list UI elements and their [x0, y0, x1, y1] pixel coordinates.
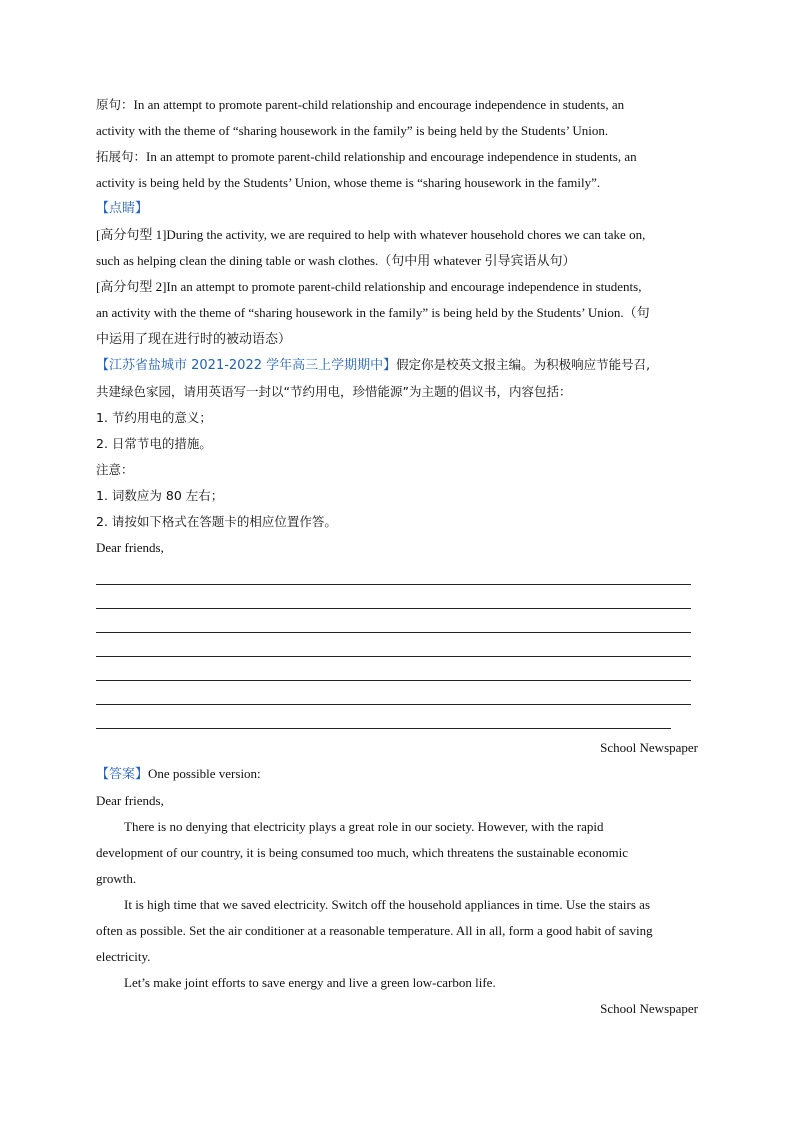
answer-para1-line2: development of our country, it is being consumed too much, which threatens the sustainable economic: [96, 845, 629, 860]
writing-line: [96, 680, 691, 681]
pattern1-line2: such as helping clean the dining table or wash clothes.（句中用 whatever 引导宾语从句）: [96, 253, 576, 268]
answer-para2-line3: electricity.: [96, 949, 151, 964]
expanded-sentence-label: 拓展句：: [96, 149, 147, 164]
task-prompt-line1: [96, 352, 698, 379]
answer-para2-line1: It is high time that we saved electricity. Switch off the household appliances in time. Use the stairs as: [124, 897, 651, 912]
note-label: 注意：: [96, 462, 134, 477]
task-item-2: 2. 日常节电的措施。: [96, 436, 212, 451]
task-signature: School Newspaper: [600, 740, 698, 755]
answer-intro: One possible version:: [148, 766, 261, 781]
task-salutation: Dear friends,: [96, 540, 164, 555]
answer-para3: Let’s make joint efforts to save energy and live a green low-carbon life.: [124, 975, 496, 990]
pattern2-line3: 中运用了现在进行时的被动语态）: [96, 331, 292, 346]
answer-para1-line1: There is no denying that electricity plays a great role in our society. However, with the rapid: [124, 819, 604, 834]
writing-line: [96, 728, 671, 729]
pattern2-line1: [高分句型 2]In an attempt to promote parent-child relationship and encourage independence in students,: [96, 279, 642, 294]
note-1: 1. 词数应为 80 左右；: [96, 488, 224, 503]
writing-line: [96, 704, 691, 705]
original-sentence-text: In an attempt to promote parent-child relationship and encourage independence in students, an: [133, 97, 625, 112]
original-sentence-line2: activity with the theme of “sharing housework in the family” is being held by the Students’ Union.: [96, 123, 609, 138]
original-sentence-line1: [96, 92, 698, 118]
writing-line: [96, 584, 691, 585]
writing-line: [96, 656, 691, 657]
answer-writing-lines: [96, 584, 698, 729]
answer-para1-line3: growth.: [96, 871, 137, 886]
task-prompt-text: 假定你是校英文报主编。为积极响应节能号召,: [396, 357, 651, 372]
answer-para2-line2: often as possible. Set the air conditioner at a reasonable temperature. All in all, form a good habit of saving: [96, 923, 653, 938]
note-2: 2. 请按如下格式在答题卡的相应位置作答。: [96, 514, 337, 529]
expanded-sentence-text: In an attempt to promote parent-child relationship and encourage independence in students, an: [146, 149, 637, 164]
answer-heading: 【答案】: [96, 767, 149, 782]
pattern1-line1: [高分句型 1]During the activity, we are required to help with whatever household chores we can take on,: [96, 227, 646, 242]
task-prompt-line2: 共建绿色家园，请用英语写一封以“节约用电，珍惜能源”为主题的倡议书，内容包括：: [96, 384, 572, 399]
answer-heading-line: [96, 761, 698, 788]
writing-line: [96, 608, 691, 609]
task-item-1: 1. 节约用电的意义；: [96, 410, 212, 425]
task-source: 【江苏省盐城市 2021-2022 学年高三上学期期中】: [96, 358, 397, 373]
answer-salutation: Dear friends,: [96, 793, 164, 808]
expanded-sentence-line1: [96, 144, 698, 170]
writing-line: [96, 632, 691, 633]
expanded-sentence-line2: activity is being held by the Students’ Union, whose theme is “sharing housework in the family”.: [96, 175, 601, 190]
document-page: [96, 92, 698, 1022]
answer-signature: School Newspaper: [600, 1001, 698, 1016]
original-sentence-label: 原句：: [96, 97, 134, 112]
pattern2-line2: an activity with the theme of “sharing housework in the family” is being held by the Students’ Union.（句: [96, 305, 650, 320]
highlight-heading: 【点睛】: [96, 201, 149, 216]
